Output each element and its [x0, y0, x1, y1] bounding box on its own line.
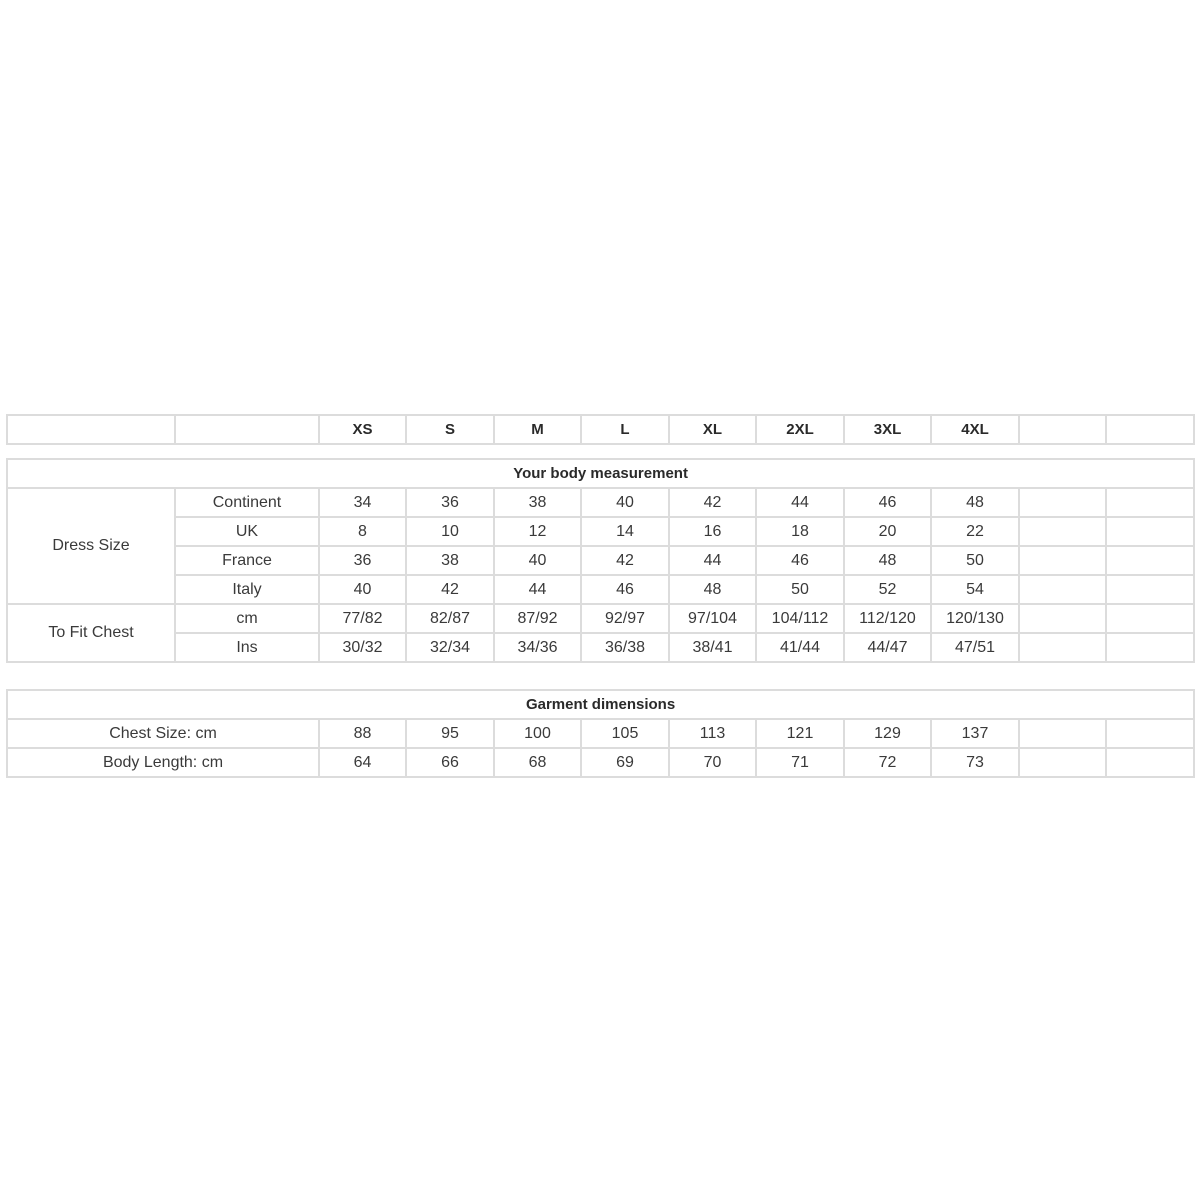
section-title-row: [7, 690, 1194, 719]
value-cell: 73: [931, 748, 1019, 777]
value-cell: 38: [494, 488, 581, 517]
table-row: [7, 604, 1194, 633]
value-cell: 36: [406, 488, 494, 517]
value-cell: 112/120: [844, 604, 931, 633]
value-cell: 44: [756, 488, 844, 517]
table-row: [7, 575, 1194, 604]
row-label: France: [175, 546, 319, 575]
size-header-cell: [1106, 415, 1194, 444]
value-cell: 113: [669, 719, 756, 748]
value-cell: 36: [319, 546, 406, 575]
value-cell: [1019, 748, 1106, 777]
table-row: [7, 748, 1194, 777]
body-measurement-table: [6, 458, 1195, 663]
value-cell: 8: [319, 517, 406, 546]
value-cell: 72: [844, 748, 931, 777]
value-cell: [1019, 719, 1106, 748]
value-cell: 40: [581, 488, 669, 517]
value-cell: 34: [319, 488, 406, 517]
value-cell: 44: [669, 546, 756, 575]
value-cell: 42: [581, 546, 669, 575]
row-label: Body Length: cm: [7, 748, 319, 777]
value-cell: 14: [581, 517, 669, 546]
row-label: Italy: [175, 575, 319, 604]
value-cell: 120/130: [931, 604, 1019, 633]
section-title-row: [7, 459, 1194, 488]
value-cell: [1019, 604, 1106, 633]
table-row: [7, 488, 1194, 517]
value-cell: 66: [406, 748, 494, 777]
value-cell: 32/34: [406, 633, 494, 662]
value-cell: 16: [669, 517, 756, 546]
value-cell: 100: [494, 719, 581, 748]
value-cell: 44/47: [844, 633, 931, 662]
value-cell: 88: [319, 719, 406, 748]
value-cell: 40: [319, 575, 406, 604]
garment-dimensions-table: [6, 689, 1195, 778]
value-cell: 10: [406, 517, 494, 546]
fit-chest-label: To Fit Chest: [7, 604, 175, 662]
value-cell: 48: [931, 488, 1019, 517]
value-cell: 42: [669, 488, 756, 517]
size-header-cell: S: [406, 415, 494, 444]
size-header-cell: 2XL: [756, 415, 844, 444]
size-header-cell: XL: [669, 415, 756, 444]
value-cell: 64: [319, 748, 406, 777]
value-cell: 52: [844, 575, 931, 604]
garment-dimensions-title: Garment dimensions: [7, 690, 1194, 719]
body-measurement-title: Your body measurement: [7, 459, 1194, 488]
size-header-cell: 3XL: [844, 415, 931, 444]
value-cell: 41/44: [756, 633, 844, 662]
value-cell: 48: [669, 575, 756, 604]
value-cell: 137: [931, 719, 1019, 748]
value-cell: 95: [406, 719, 494, 748]
blank-cell: [7, 415, 175, 444]
value-cell: [1106, 633, 1194, 662]
value-cell: 44: [494, 575, 581, 604]
value-cell: 40: [494, 546, 581, 575]
value-cell: 71: [756, 748, 844, 777]
value-cell: 105: [581, 719, 669, 748]
value-cell: 46: [581, 575, 669, 604]
value-cell: 12: [494, 517, 581, 546]
value-cell: 30/32: [319, 633, 406, 662]
value-cell: [1106, 748, 1194, 777]
value-cell: 54: [931, 575, 1019, 604]
size-header-row: [7, 415, 1194, 444]
value-cell: 22: [931, 517, 1019, 546]
size-header-cell: M: [494, 415, 581, 444]
row-label: Chest Size: cm: [7, 719, 319, 748]
value-cell: 46: [756, 546, 844, 575]
row-label: Ins: [175, 633, 319, 662]
value-cell: [1019, 517, 1106, 546]
value-cell: 87/92: [494, 604, 581, 633]
dress-size-label: Dress Size: [7, 488, 175, 604]
row-label: UK: [175, 517, 319, 546]
value-cell: [1106, 575, 1194, 604]
value-cell: [1106, 517, 1194, 546]
value-cell: 46: [844, 488, 931, 517]
value-cell: [1019, 488, 1106, 517]
value-cell: 18: [756, 517, 844, 546]
row-label: Continent: [175, 488, 319, 517]
value-cell: [1019, 546, 1106, 575]
value-cell: 20: [844, 517, 931, 546]
value-cell: [1019, 633, 1106, 662]
value-cell: 38/41: [669, 633, 756, 662]
value-cell: 50: [756, 575, 844, 604]
value-cell: 82/87: [406, 604, 494, 633]
size-header-cell: [1019, 415, 1106, 444]
value-cell: 38: [406, 546, 494, 575]
size-header-cell: 4XL: [931, 415, 1019, 444]
value-cell: 121: [756, 719, 844, 748]
table-row: [7, 546, 1194, 575]
table-row: [7, 517, 1194, 546]
blank-cell: [175, 415, 319, 444]
value-cell: [1106, 604, 1194, 633]
value-cell: 77/82: [319, 604, 406, 633]
table-row: [7, 633, 1194, 662]
size-header-table: [6, 414, 1195, 445]
value-cell: [1106, 488, 1194, 517]
value-cell: 104/112: [756, 604, 844, 633]
value-cell: 50: [931, 546, 1019, 575]
value-cell: 69: [581, 748, 669, 777]
value-cell: 70: [669, 748, 756, 777]
value-cell: [1106, 719, 1194, 748]
value-cell: 97/104: [669, 604, 756, 633]
value-cell: [1019, 575, 1106, 604]
value-cell: 42: [406, 575, 494, 604]
value-cell: 34/36: [494, 633, 581, 662]
size-header-cell: L: [581, 415, 669, 444]
value-cell: 92/97: [581, 604, 669, 633]
row-label: cm: [175, 604, 319, 633]
value-cell: [1106, 546, 1194, 575]
value-cell: 129: [844, 719, 931, 748]
value-cell: 36/38: [581, 633, 669, 662]
value-cell: 48: [844, 546, 931, 575]
value-cell: 47/51: [931, 633, 1019, 662]
size-header-cell: XS: [319, 415, 406, 444]
table-row: [7, 719, 1194, 748]
value-cell: 68: [494, 748, 581, 777]
